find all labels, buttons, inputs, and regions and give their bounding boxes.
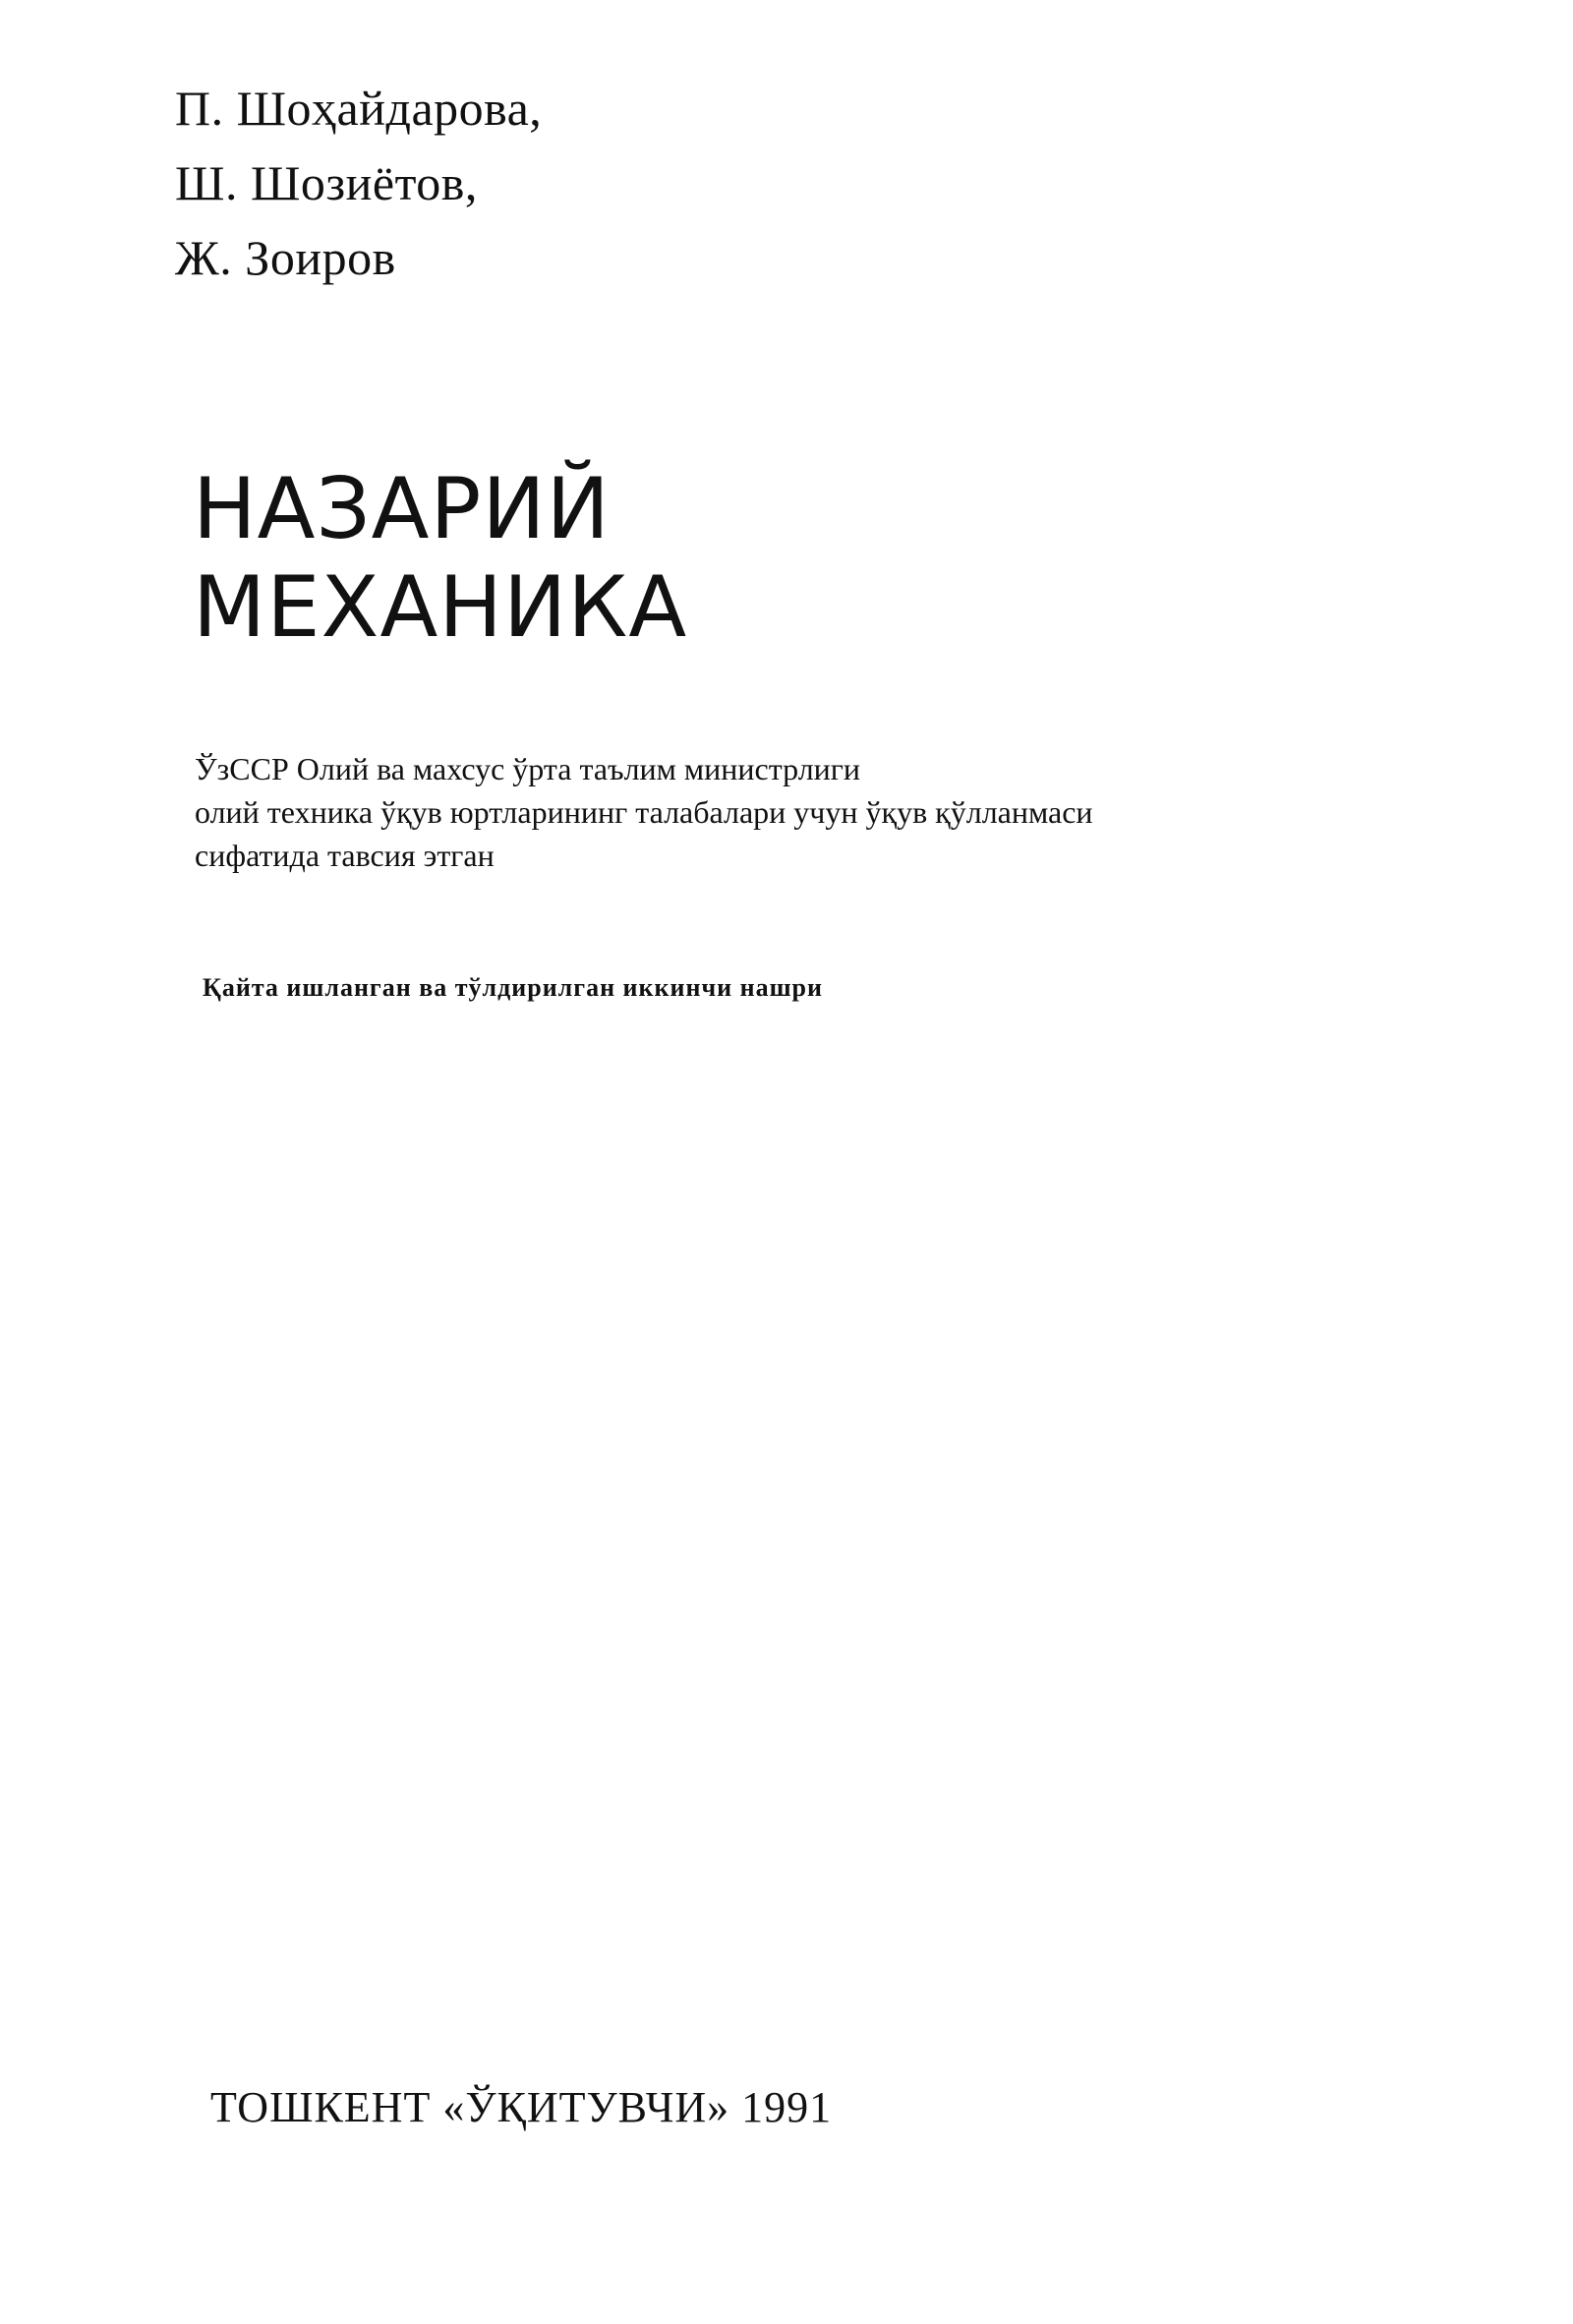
author-list [175,71,542,295]
approval-line: ЎзССР Олий ва махсус ўрта таълим министрлиги [195,751,861,786]
publisher-imprint: ТОШКЕНТ «ЎҚИТУВЧИ» 1991 [210,2083,833,2131]
author-name: Ш. Шозиётов, [175,155,478,210]
author-name: П. Шоҳайдарова, [175,81,543,136]
edition-note: Қайта ишланган ва тўлдирилган иккинчи нашри [203,973,823,1002]
approval-line: сифатида тавсия этган [195,838,495,873]
approval-statement [195,747,1093,877]
book-title-line: НАЗАРИЙ [193,460,611,558]
author-name: Ж. Зоиров [175,230,396,285]
book-title-line: МЕХАНИКА [193,558,688,657]
approval-line: олий техника ўқув юртларининг талабалари учун ўқув қўлланмаси [195,794,1093,830]
book-title [193,460,687,657]
